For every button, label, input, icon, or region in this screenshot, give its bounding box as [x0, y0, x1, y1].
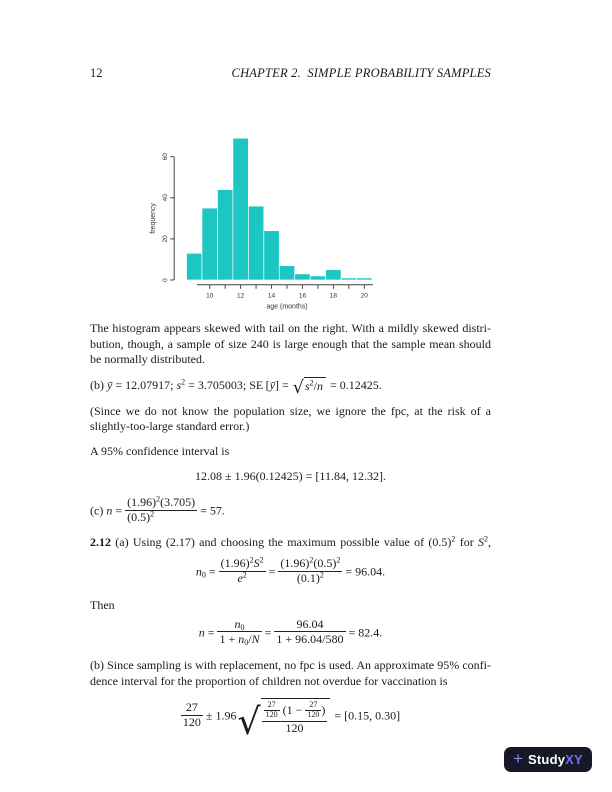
histogram-bar	[310, 276, 325, 280]
paragraph-fpc-note	[90, 404, 491, 435]
x-tick-label: 12	[237, 292, 245, 300]
fraction: $\frac{(1.96)^2(0.5)^2}{(0.1)^2}$	[280, 555, 341, 586]
histogram-bar	[357, 278, 372, 280]
page-number: 12	[90, 66, 103, 80]
histogram-bar	[326, 270, 341, 280]
equation-n0: n0 = $\frac{(1.96)^2S^2}{e^2}$ = $\frac{(1.96)^2(0.5)^2}{(0.1)^2}$ = 96.04.	[195, 555, 386, 586]
x-tick-label: 18	[329, 292, 337, 300]
y-axis-label: frequency	[150, 202, 157, 234]
histogram-bar	[233, 138, 248, 280]
y-tick-label: 0	[162, 278, 170, 282]
equation-proportion-ci: $\frac{27}{120}$ ± 1.96 √ $\frac{27}{120}$ (1 − $\frac{27}{120}$ ) 120 = [0.15, 0.30]	[182, 699, 401, 743]
equation-confidence-interval: 12.08 ± 1.96(0.12425) = [11.84, 12.32].	[195, 469, 386, 483]
item-c-equation: (c) n = $\frac{(1.96)^2(3.705)}{(0.5)^2}$ = 57.	[90, 494, 225, 525]
fraction: $\frac{27}{120}$	[265, 699, 278, 720]
histogram-bar	[295, 274, 310, 280]
histogram-figure	[147, 112, 392, 312]
studyxy-wordmark	[528, 752, 583, 767]
histogram-chart	[147, 112, 392, 312]
studyxy-word-study: Study	[528, 752, 566, 767]
x-tick-label: 10	[206, 292, 214, 300]
chapter-title: CHAPTER 2. SIMPLE PROBABILITY SAMPLES	[231, 66, 491, 80]
page-header	[90, 66, 491, 81]
y-tick-label: 40	[162, 194, 170, 202]
studyxy-logo	[504, 747, 592, 772]
paragraph-with-replacement	[90, 658, 491, 689]
y-tick-label: 60	[162, 153, 170, 161]
histogram-bar	[202, 208, 217, 280]
plus-icon: +	[513, 749, 524, 768]
ci-intro-line: A 95% confidence interval is	[90, 443, 230, 458]
fraction: $\frac{(1.96)^2S^2}{e^2}$	[220, 555, 264, 586]
studyxy-word-xy: XY	[565, 752, 583, 767]
histogram-bar	[341, 278, 356, 280]
text-line: The histogram appears skewed with tail on the right. With a mildly skewed distri-	[90, 321, 491, 335]
text-line: slightly-too-large standard error.)	[90, 419, 250, 433]
exercise-2-12-line: 2.12 (a) Using (2.17) and choosing the maximum possible value of $(0.5)^2$ for $S^2$,	[90, 534, 491, 550]
fraction: $\frac{27}{120}$	[182, 699, 201, 730]
equation-n: n = $\frac{n0}{1 + n0/N}$ = $\frac{96.04}{1 + 96.04/580}$ = 82.4.	[198, 616, 383, 647]
histogram-bar	[248, 206, 263, 280]
histogram-bar	[187, 253, 202, 280]
text-line: be normally distributed.	[90, 352, 205, 366]
x-tick-label: 20	[360, 292, 368, 300]
histogram-bar	[279, 266, 294, 280]
square-root: √ $\frac{27}{120}$ (1 − $\frac{27}{120}$ ) 120	[237, 698, 330, 735]
y-tick-label: 20	[162, 235, 170, 243]
item-b-line: (b) ȳ = 12.07917; $s^2 = 3.705003$; SE [ȳ] = √ $s^2/n$ = 0.12425.	[90, 376, 382, 399]
text-line: (b) Since sampling is with replacement, no fpc is used. An approximate 95% confi-	[90, 658, 491, 673]
text-line: (Since we do not know the population size, we ignore the fpc, at the risk of a	[90, 403, 491, 418]
text-line: dence interval for the proportion of children not overdue for vaccination is	[90, 673, 448, 688]
fraction: $\frac{(1.96)^2(3.705)}{(0.5)^2}$	[127, 494, 196, 525]
x-tick-label: 16	[298, 292, 307, 300]
paragraph-histogram-comment	[90, 321, 491, 368]
histogram-bar	[217, 190, 232, 280]
histogram-bar	[264, 231, 279, 280]
x-tick-label: 14	[267, 292, 276, 300]
fraction: $\frac{27}{120}$ (1 − $\frac{27}{120}$ ) 120	[262, 701, 328, 736]
fraction: $\frac{27}{120}$	[307, 699, 320, 720]
square-root: √ $s^2/n$	[293, 377, 326, 395]
text-line: bution, though, a sample of size 240 is large enough that the sample mean should	[90, 336, 491, 351]
fraction: $\frac{n0}{1 + n0/N}$	[219, 616, 260, 647]
x-axis-label: age (months)	[266, 303, 308, 311]
solution-text	[90, 321, 491, 743]
then-line: Then	[90, 598, 115, 613]
fraction: $\frac{96.04}{1 + 96.04/580}$	[276, 616, 344, 646]
